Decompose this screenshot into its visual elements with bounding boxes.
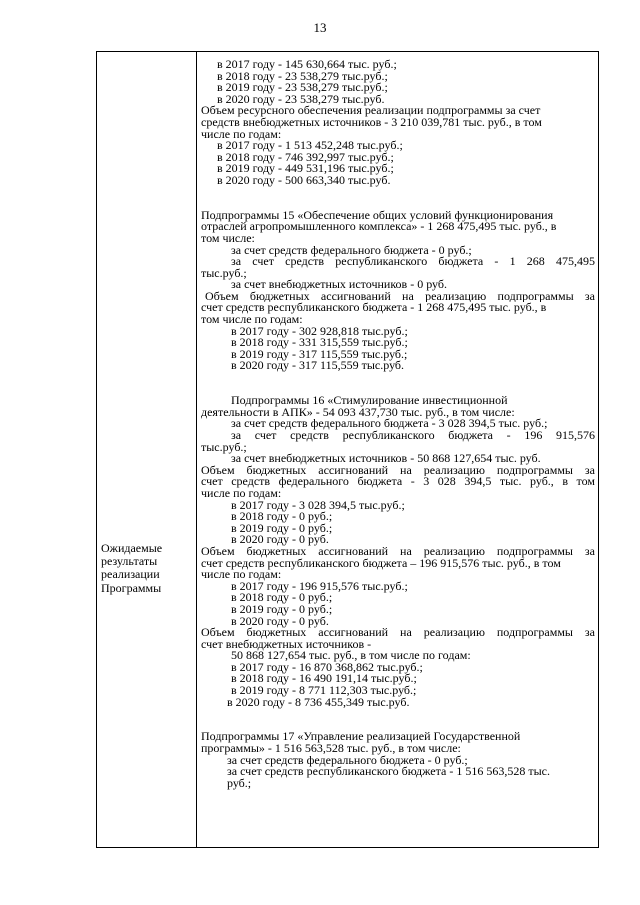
text-line: отраслей агропромышленного комплекса» - 1 268 475,495 тыс. руб., в xyxy=(201,219,557,234)
paragraph-gap xyxy=(201,708,595,731)
text-line: Подпрограммы 17 «Управление реализацией Государственной xyxy=(201,729,521,744)
text-line: 50 868 127,654 тыс. руб., в том числе по годам: xyxy=(231,648,471,663)
text-line: в 2020 году - 8 736 455,349 тыс.руб. xyxy=(227,694,410,709)
text-line: числе по годам: xyxy=(201,485,282,500)
text-line: деятельности в АПК» - 54 093 437,730 тыс. руб., в том числе: xyxy=(201,404,515,419)
text-line: Объем бюджетных ассигнований на реализацию подпрограммы за xyxy=(201,627,595,639)
text-line: том числе: xyxy=(201,230,255,245)
text-line: в 2019 году - 8 771 112,303 тыс.руб.; xyxy=(231,683,417,698)
text-line: в 2019 году - 0 руб.; xyxy=(231,601,333,616)
text-line: Подпрограммы 16 «Стимулирование инвестиционной xyxy=(231,393,508,408)
text-line: Объем ресурсного обеспечения реализации подпрограммы за счет xyxy=(201,103,541,118)
text-line: в 2018 году - 0 руб.; xyxy=(231,509,333,524)
text-line: в 2017 году - 145 630,664 тыс. руб.; xyxy=(217,57,397,71)
right-column-text xyxy=(201,59,595,789)
text-line: в 2020 году - 23 538,279 тыс.руб. xyxy=(217,91,385,106)
text-line: счет средств федерального бюджета - 3 028 394,5 тыс. руб., в том xyxy=(201,476,595,488)
label-line: результаты xyxy=(101,554,158,569)
left-column-label xyxy=(101,542,193,595)
text-line: в 2018 году - 746 392,997 тыс.руб.; xyxy=(217,149,394,164)
text-line: в 2017 году - 302 928,818 тыс.руб.; xyxy=(231,323,408,338)
label-line: Программы xyxy=(101,580,162,595)
label-line: реализации xyxy=(101,567,160,582)
text-line: в 2017 году - 196 915,576 тыс.руб.; xyxy=(231,578,408,593)
paragraph-gap xyxy=(201,187,595,210)
text-line: руб.; xyxy=(227,775,252,790)
text-line: в 2018 году - 16 490 191,14 тыс.руб.; xyxy=(231,671,417,686)
page-number: 13 xyxy=(313,20,327,35)
text-line: в 2020 году - 0 руб. xyxy=(231,613,329,628)
text-line: за счет средств федерального бюджета - 0 руб.; xyxy=(231,242,472,257)
label-line: Ожидаемые xyxy=(101,541,163,555)
text-line: за счет внебюджетных источников - 50 868 127,654 тыс. руб. xyxy=(231,451,541,466)
text-line: Подпрограммы 15 «Обеспечение общих условий функционирования xyxy=(201,207,554,222)
program-table xyxy=(96,51,599,848)
text-line: в 2020 году - 317 115,559 тыс.руб. xyxy=(231,358,405,373)
text-line: тыс.руб.; xyxy=(201,265,247,280)
text-line: в 2019 году - 449 531,196 тыс.руб.; xyxy=(217,161,394,176)
text-line: в 2020 году - 0 руб. xyxy=(231,532,329,547)
paragraph-gap xyxy=(201,372,595,395)
text-line: в 2018 году - 331 315,559 тыс.руб.; xyxy=(231,335,408,350)
text-line: в 2017 году - 16 870 368,862 тыс.руб.; xyxy=(231,659,423,674)
column-divider xyxy=(196,52,197,847)
text-line: за счет средств республиканского бюджета - 1 268 475,495 xyxy=(231,256,595,268)
text-line: Объем бюджетных ассигнований на реализацию подпрограммы за xyxy=(201,545,595,558)
text-line: за счет внебюджетных источников - 0 руб. xyxy=(231,277,447,292)
text-line: в 2018 году - 0 руб.; xyxy=(231,590,333,605)
text-line: за счет средств республиканского бюджета - 196 915,576 xyxy=(231,430,595,442)
text-line: в 2018 году - 23 538,279 тыс.руб.; xyxy=(217,68,388,83)
text-line: Объем бюджетных ассигнований на реализацию подпрограммы за xyxy=(205,290,595,303)
text-line: счет внебюджетных источников - xyxy=(201,636,372,651)
text-line: числе по годам: xyxy=(201,567,282,582)
text-line: в 2019 году - 0 руб.; xyxy=(231,520,333,535)
text-line: средств внебюджетных источников - 3 210 039,781 тыс. руб., в том xyxy=(201,114,542,129)
text-line: за счет средств федерального бюджета - 3 028 394,5 тыс. руб.; xyxy=(231,416,548,431)
text-line: за счет средств федерального бюджета - 0 руб.; xyxy=(227,752,468,767)
text-line: том числе по годам: xyxy=(201,312,303,327)
text-line: в 2017 году - 3 028 394,5 тыс.руб.; xyxy=(231,497,405,512)
text-line: в 2019 году - 23 538,279 тыс.руб.; xyxy=(217,80,388,95)
text-line: счет средств республиканского бюджета - 1 268 475,495 тыс. руб., в xyxy=(201,300,547,315)
text-line: программы» - 1 516 563,528 тыс. руб., в том числе: xyxy=(201,741,461,756)
text-line: за счет средств республиканского бюджета - 1 516 563,528 тыс. xyxy=(227,764,550,779)
text-line: в 2020 году - 500 663,340 тыс.руб. xyxy=(217,172,391,187)
text-line: Объем бюджетных ассигнований на реализацию подпрограммы за xyxy=(201,464,595,477)
text-line: числе по годам: xyxy=(201,126,282,141)
text-line: счет средств республиканского бюджета – 196 915,576 тыс. руб., в том xyxy=(201,555,561,570)
text-line: тыс.руб.; xyxy=(201,439,247,454)
text-line: в 2019 году - 317 115,559 тыс.руб.; xyxy=(231,346,408,361)
text-line: в 2017 году - 1 513 452,248 тыс.руб.; xyxy=(217,138,403,153)
